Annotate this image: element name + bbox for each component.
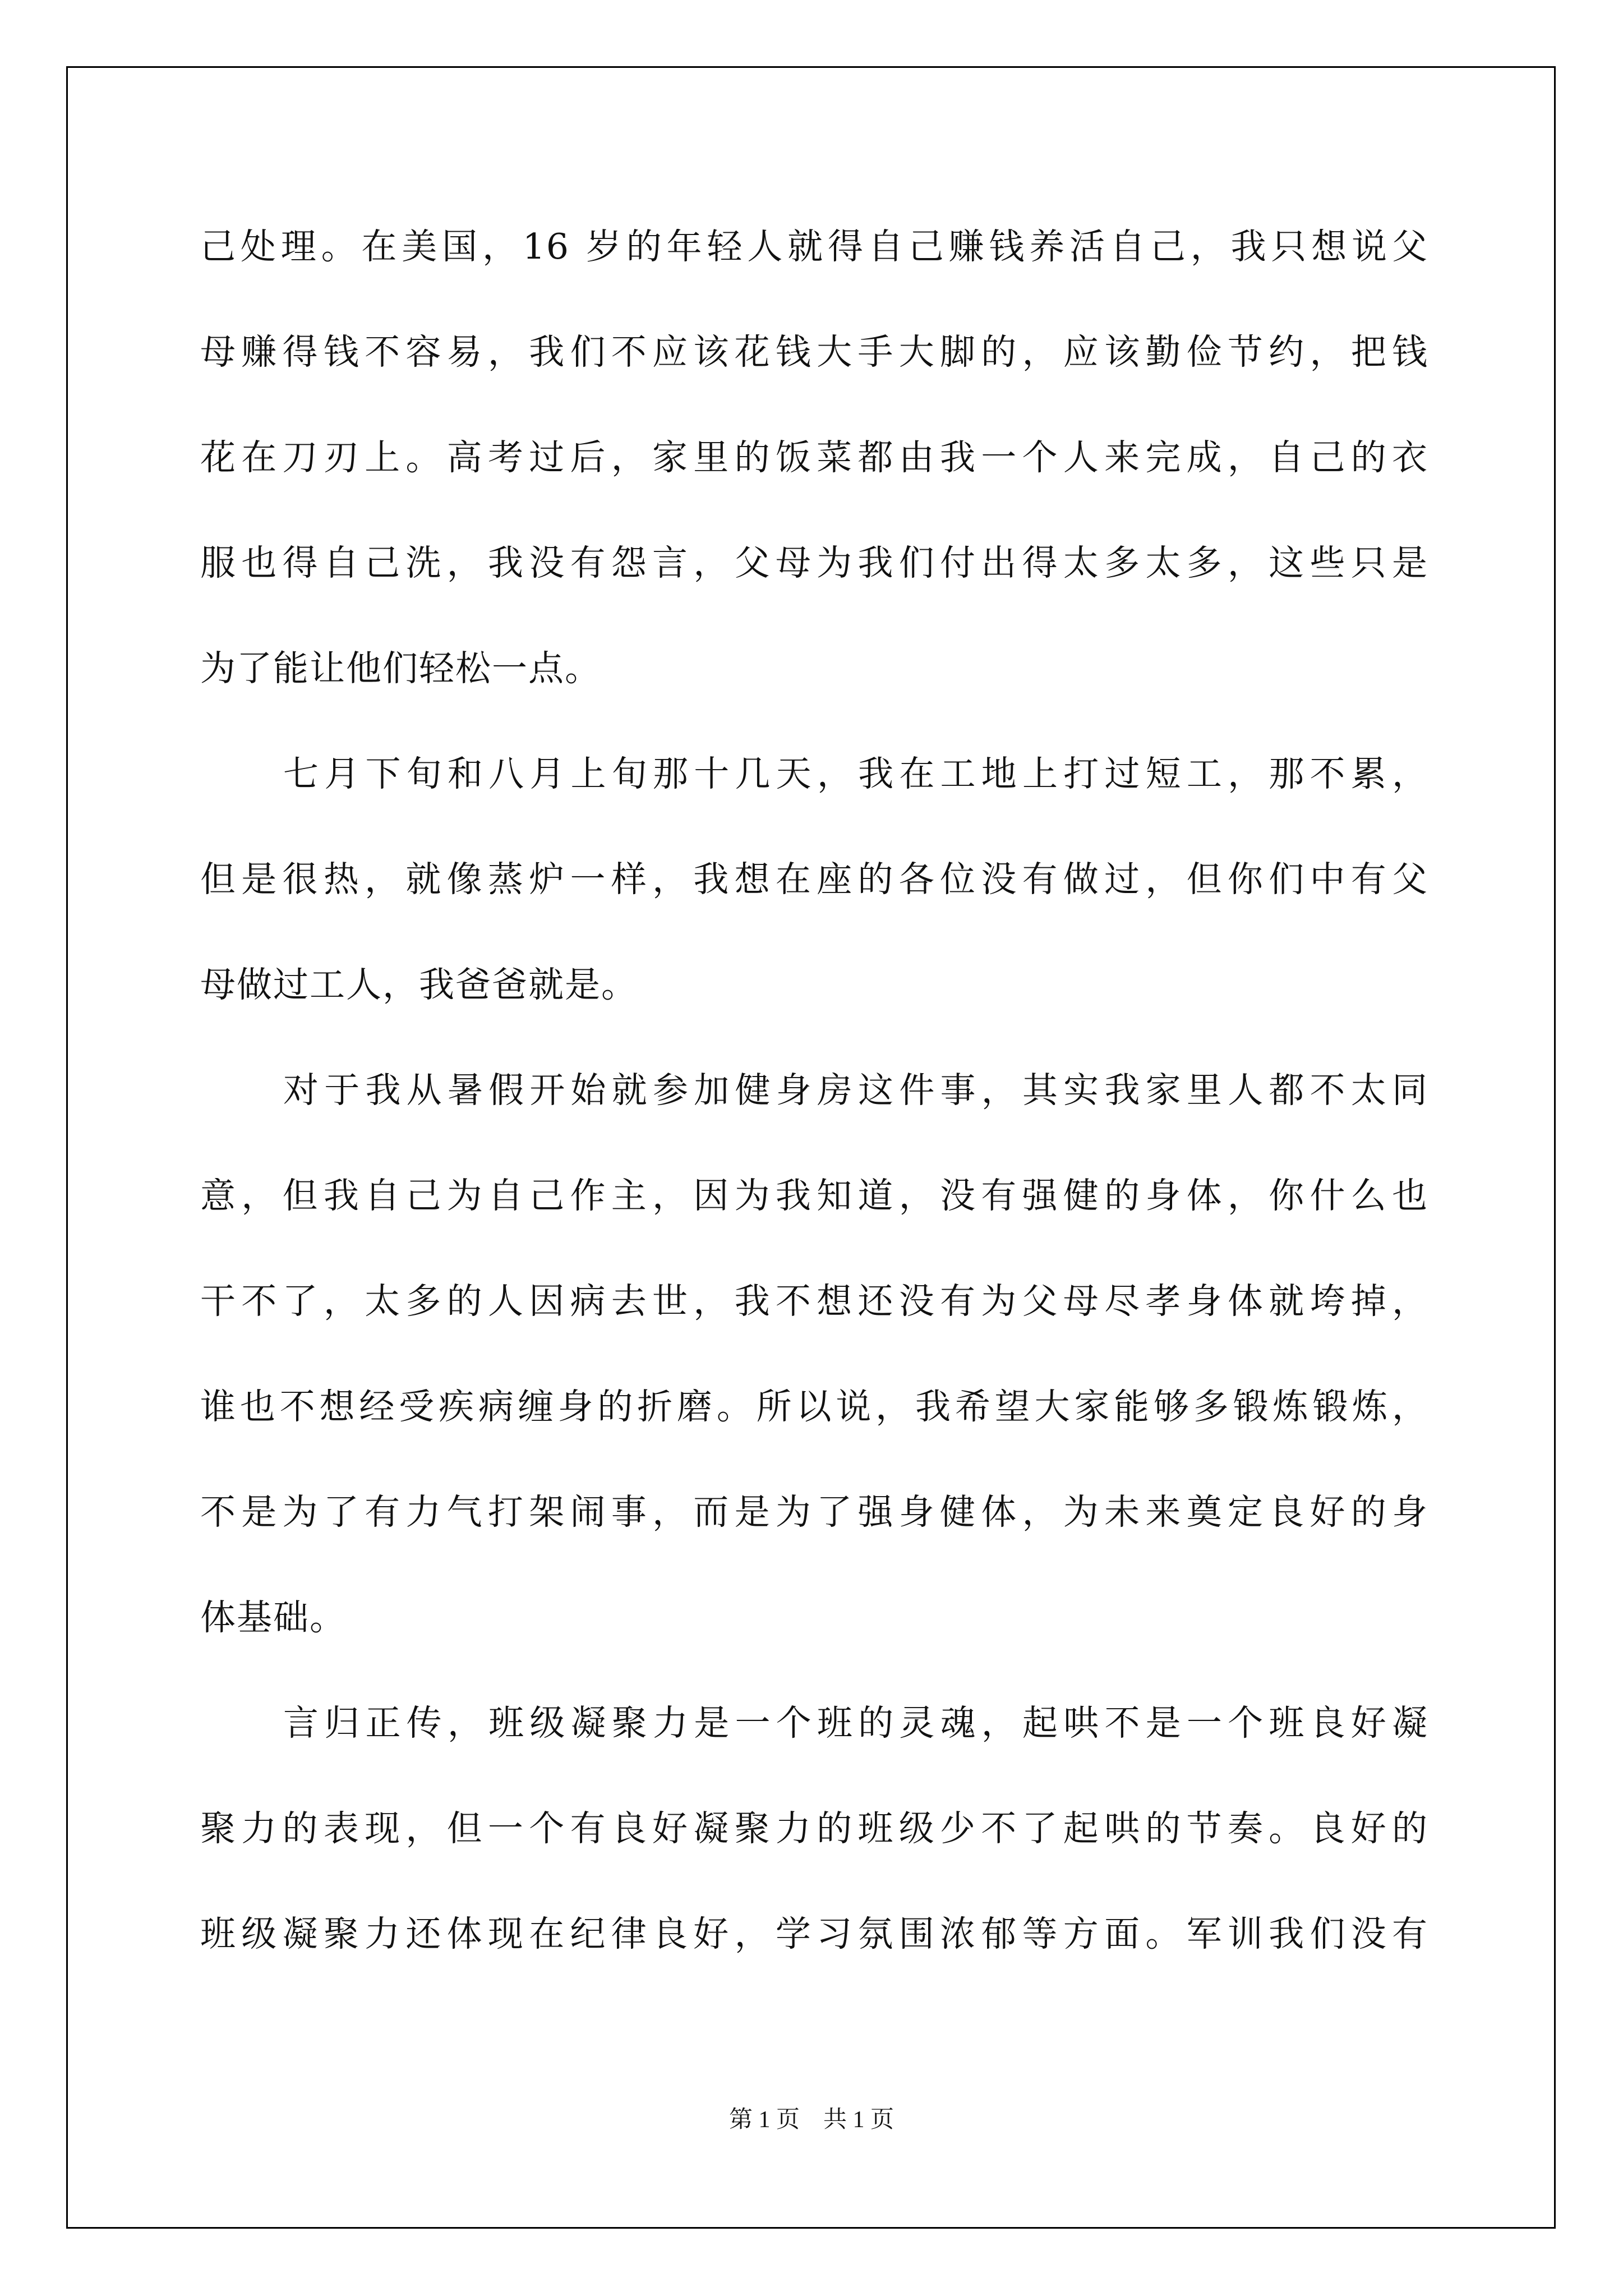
text-line: 不是为了有力气打架闹事，而是为了强身健体，为未来奠定良好的身 [200,1494,1428,1533]
text-line: 服也得自己洗，我没有怨言，父母为我们付出得太多太多，这些只是 [200,545,1428,583]
text-line: 母做过工人，我爸爸就是。 [200,964,638,1005]
page-border [66,66,1556,2229]
paragraph-start-line: 七月下旬和八月上旬那十几天，我在工地上打过短工，那不累， [283,756,1428,794]
text-line: 己处理。在美国，16 岁的年轻人就得自己赚钱养活自己，我只想说父 [200,229,1428,267]
text-line: 干不了，太多的人因病去世，我不想还没有为父母尽孝身体就垮掉， [200,1283,1428,1322]
text-line: 但是很热，就像蒸炉一样，我想在座的各位没有做过，但你们中有父 [200,862,1428,900]
text-line: 母赚得钱不容易，我们不应该花钱大手大脚的，应该勤俭节约，把钱 [200,334,1428,372]
text-line: 意，但我自己为自己作主，因为我知道，没有强健的身体，你什么也 [200,1178,1428,1216]
text-line: 花在刀刃上。高考过后，家里的饭菜都由我一个人来完成，自己的衣 [200,440,1428,478]
text-line: 班级凝聚力还体现在纪律良好，学习氛围浓郁等方面。军训我们没有 [200,1916,1428,1954]
text-line: 谁也不想经受疾病缠身的折磨。所以说，我希望大家能够多锻炼锻炼， [200,1389,1428,1427]
page-number-label: 第 1 页 共 1 页 [728,2107,894,2133]
text-line: 体基础。 [200,1597,346,1638]
text-line: 为了能让他们轻松一点。 [200,648,601,689]
paragraph-start-line: 对于我从暑假开始就参加健身房这件事，其实我家里人都不太同 [283,1073,1428,1111]
paragraph-start-line: 言归正传，班级凝聚力是一个班的灵魂，起哄不是一个班良好凝 [283,1705,1428,1743]
text-line: 聚力的表现，但一个有良好凝聚力的班级少不了起哄的节奏。良好的 [200,1811,1428,1849]
page-footer [0,2101,1623,2134]
